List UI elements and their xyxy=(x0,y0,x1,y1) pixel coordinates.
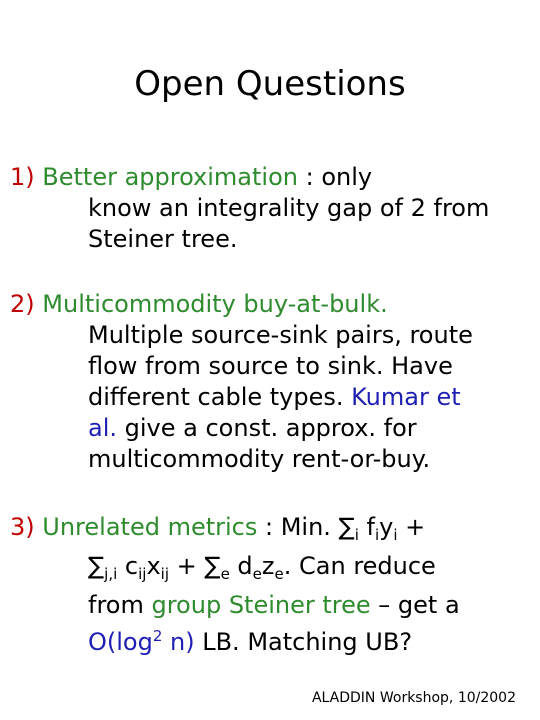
var-x: x xyxy=(146,552,161,580)
subscript-i: i xyxy=(354,526,359,544)
var-z: z xyxy=(261,552,275,580)
subscript-e: e xyxy=(274,565,284,583)
slide-title: Open Questions xyxy=(134,64,406,104)
footer-text: ALADDIN Workshop, 10/2002 xyxy=(311,690,516,706)
question-3-line-3 xyxy=(88,590,530,621)
question-3-body xyxy=(88,551,530,658)
question-2-line-5: multicommodity rent-or-buy. xyxy=(88,445,431,473)
group-steiner-tree-ref: group Steiner tree xyxy=(151,591,371,619)
question-1 xyxy=(10,162,530,255)
var-y: y xyxy=(379,513,394,541)
subscript-e: e xyxy=(220,565,230,583)
question-2-line-3-text: different cable types. xyxy=(88,383,352,411)
subscript-ij: ij xyxy=(160,565,169,583)
question-2-number: 2) xyxy=(10,290,35,318)
log-bound-a: O(log xyxy=(88,628,153,656)
question-2-header xyxy=(10,289,530,320)
var-d: d xyxy=(229,552,253,580)
question-2-body xyxy=(88,320,530,475)
question-3 xyxy=(10,512,530,658)
question-2-line-2: flow from source to sink. Have xyxy=(88,352,453,380)
question-2-citation-a: Kumar et xyxy=(351,383,461,411)
question-3-min-text: : Min. xyxy=(257,513,339,541)
question-3-line-4 xyxy=(88,621,530,658)
question-3-line-2 xyxy=(88,551,530,590)
question-3-line-3-pre: from xyxy=(88,591,152,619)
question-1-number: 1) xyxy=(10,163,35,191)
question-2-line-1: Multiple source-sink pairs, route xyxy=(88,321,473,349)
question-2 xyxy=(10,289,530,475)
question-2-line-4 xyxy=(88,413,530,444)
question-3-line-2-text: . Can reduce xyxy=(283,552,436,580)
subscript-i: i xyxy=(393,526,398,544)
question-3-number: 3) xyxy=(10,513,35,541)
superscript-2: 2 xyxy=(152,627,163,645)
question-3-heading: Unrelated metrics xyxy=(42,513,258,541)
plus-sign: + xyxy=(169,552,197,580)
question-2-line-4-text: give a const. approx. for xyxy=(117,414,417,442)
var-c: c xyxy=(117,552,139,580)
question-3-line-4-text: LB. Matching UB? xyxy=(194,628,413,656)
sigma-symbol: ∑ xyxy=(204,552,221,580)
question-1-sep: : only xyxy=(297,163,373,191)
question-1-header xyxy=(10,162,530,193)
sigma-symbol: ∑ xyxy=(88,552,105,580)
question-2-line-3 xyxy=(88,382,530,413)
subscript-i: i xyxy=(374,526,380,544)
question-1-heading: Better approximation xyxy=(42,163,298,191)
var-f: f xyxy=(358,513,375,541)
question-3-line-3-post: – get a xyxy=(370,591,460,619)
question-2-citation-b: al. xyxy=(88,414,118,442)
subscript-e: e xyxy=(252,565,262,583)
question-1-line-2: Steiner tree. xyxy=(88,225,238,253)
log-bound-b: n) xyxy=(162,628,195,656)
log-bound-ref xyxy=(88,628,195,656)
subscript-ji: j,i xyxy=(104,565,118,583)
question-1-line-1: know an integrality gap of 2 from xyxy=(88,194,490,222)
question-3-header xyxy=(10,512,530,551)
plus-sign: + xyxy=(397,513,426,541)
subscript-ij: ij xyxy=(138,565,147,583)
question-1-body xyxy=(88,193,530,255)
sigma-symbol: ∑ xyxy=(338,513,355,541)
question-2-heading: Multicommodity buy-at-bulk. xyxy=(42,290,388,318)
